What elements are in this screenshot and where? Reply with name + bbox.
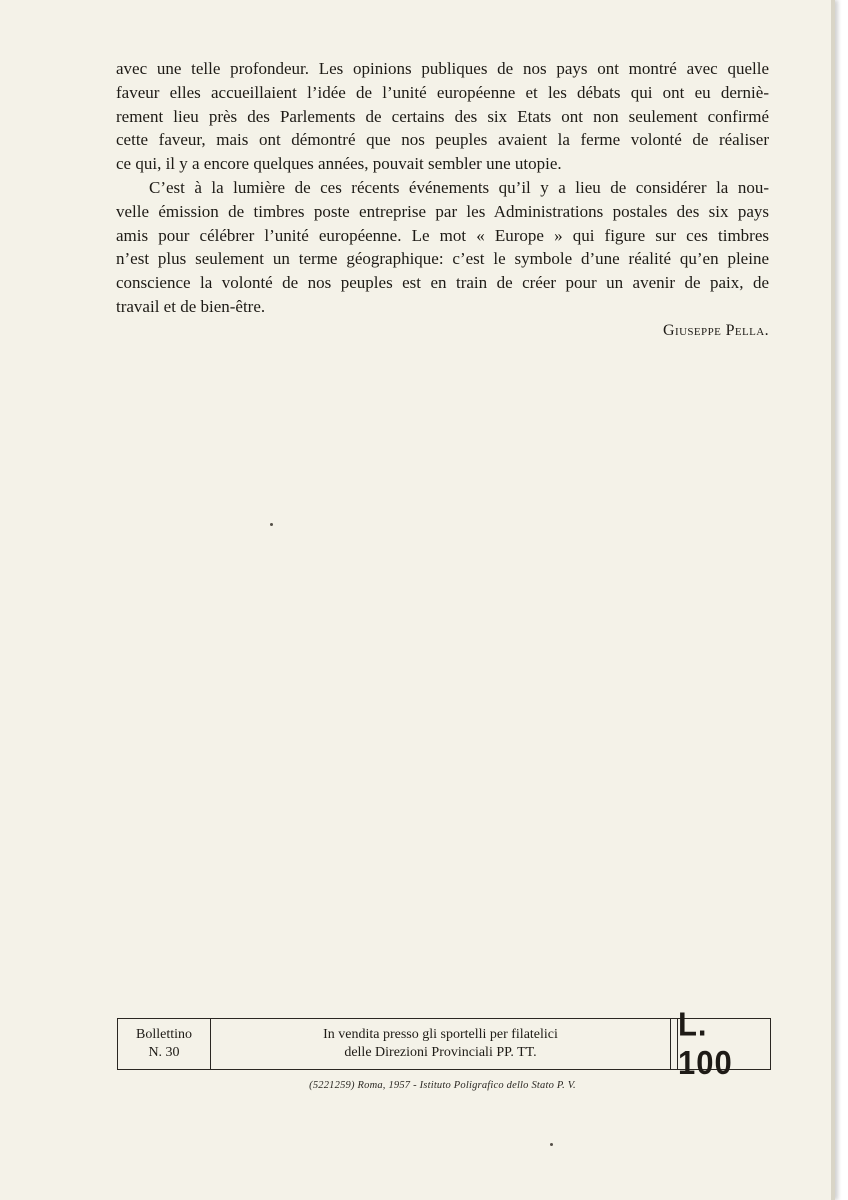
paper-speck <box>550 1143 553 1146</box>
sale-info-line-1: In vendita presso gli sportelli per filatelici <box>323 1027 558 1042</box>
paragraph-2-line: travail et de bien-être. <box>116 296 266 316</box>
printer-imprint: (5221259) Roma, 1957 - Istituto Poligrafico dello Stato P. V. <box>309 1080 576 1091</box>
paper-speck <box>270 523 273 526</box>
paragraph-1-line: rement lieu près des Parlements de certains des six Etats ont non seulement confirmé <box>116 106 769 126</box>
paragraph-2 <box>116 176 769 319</box>
bulletin-number: N. 30 <box>148 1045 180 1060</box>
paragraph-2-line: velle émission de timbres poste entreprise par les Administrations postales des six pays <box>116 201 769 221</box>
paragraph-1-line: ce qui, il y a encore quelques années, pouvait sembler une utopie. <box>116 154 562 174</box>
price-cell <box>677 1005 770 1082</box>
signature: Giuseppe Pella. <box>663 322 769 339</box>
footer-sales-box <box>117 1005 771 1082</box>
body-text <box>116 57 769 319</box>
paragraph-2-line: n’est plus seulement un terme géographique: c’est le symbole d’une réalité qu’en pleine <box>116 249 769 269</box>
bulletin-label: Bollettino <box>136 1027 192 1042</box>
price-label: L. 100 <box>678 1005 733 1082</box>
sale-info-line-2: delle Direzioni Provinciali PP. TT. <box>344 1045 537 1060</box>
page-edge <box>831 0 835 1200</box>
paragraph-1-line: avec une telle profondeur. Les opinions publiques de nos pays ont montré avec quelle <box>116 59 769 78</box>
paragraph-2-line: amis pour célébrer l’unité européenne. Le mot « Europe » qui figure sur ces timbres <box>116 225 769 245</box>
paragraph-2-line: C’est à la lumière de ces récents événements qu’il y a lieu de considérer la nou- <box>149 177 769 197</box>
paragraph-1-line: cette faveur, mais ont démontré que nos peuples avaient la ferme volonté de réaliser <box>116 130 769 150</box>
paragraph-2-line: conscience la volonté de nos peuples est en train de créer pour un avenir de paix, de <box>116 273 769 293</box>
paragraph-1 <box>116 57 769 176</box>
sale-info-cell <box>211 1019 671 1069</box>
bulletin-cell <box>118 1019 211 1069</box>
paragraph-1-line: faveur elles accueillaient l’idée de l’unité européenne et les débats qui ont eu derniè- <box>116 82 769 102</box>
